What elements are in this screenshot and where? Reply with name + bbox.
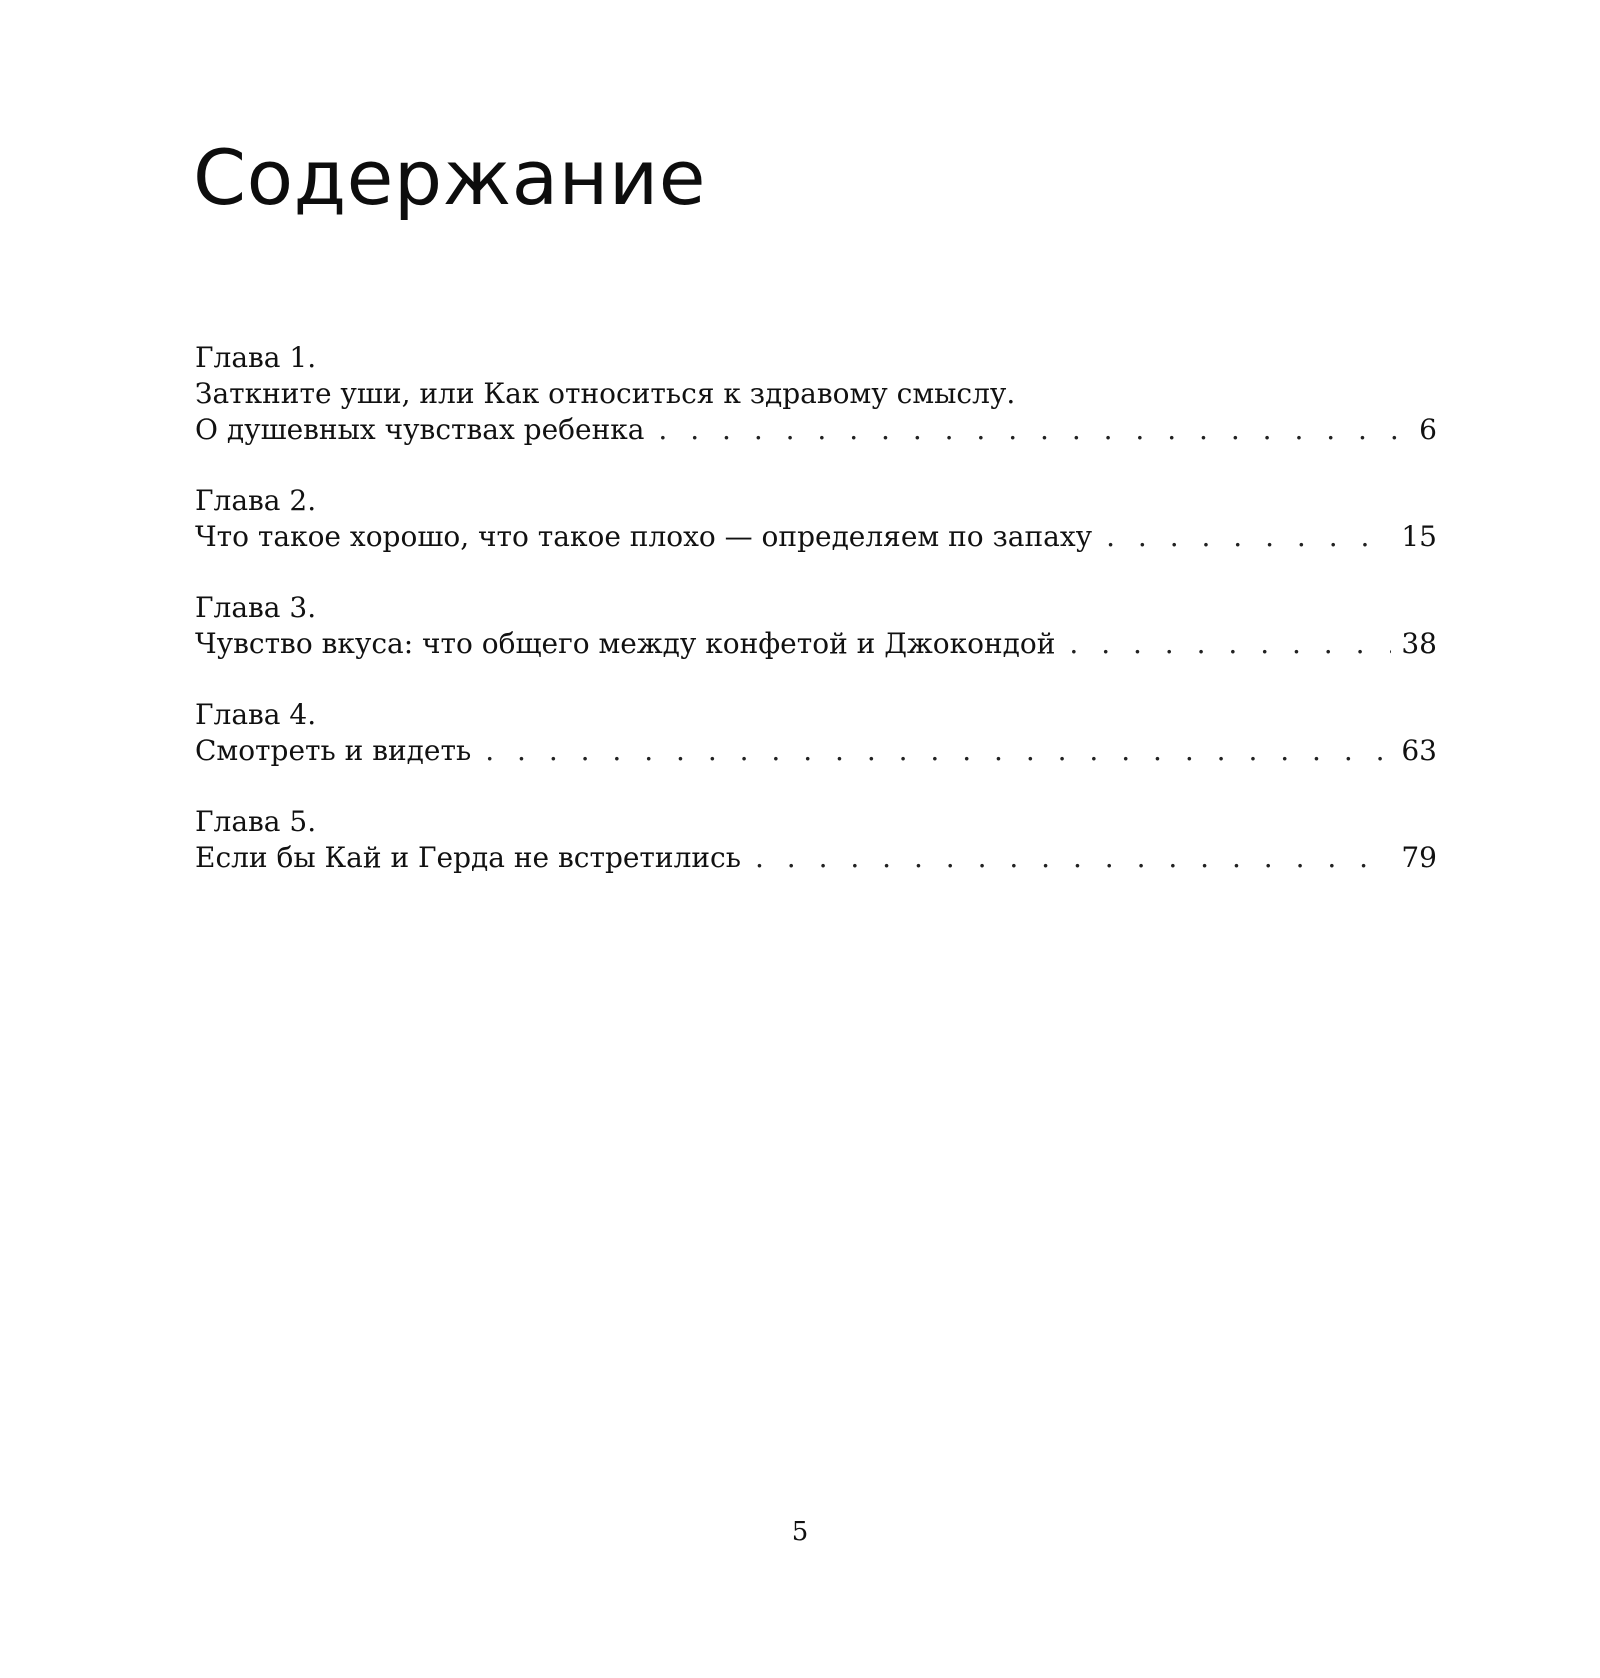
chapter-title-last-line[interactable] <box>195 733 1437 769</box>
chapter-title-last-line[interactable] <box>195 519 1437 555</box>
chapter-title-text: Если бы Кай и Герда не встретились <box>195 841 741 874</box>
toc-entry-chapter-2 <box>195 483 1437 555</box>
chapter-title-text: Смотреть и видеть <box>195 734 472 767</box>
chapter-title-text: О душевных чувствах ребенка <box>195 413 645 446</box>
page-number-footer: 5 <box>791 1517 809 1547</box>
chapter-title-text: Что такое хорошо, что такое плохо — определяем по запаху <box>195 520 1093 553</box>
toc-entry-chapter-5 <box>195 804 1437 876</box>
toc-entry-chapter-4 <box>195 697 1437 769</box>
dot-leader <box>485 733 1391 769</box>
chapter-label: Глава 1. <box>195 341 317 374</box>
chapter-title-text: Чувство вкуса: что общего между конфетой и Джокондой <box>195 627 1056 660</box>
page-title: Содержание <box>193 133 706 222</box>
toc-entry-chapter-1 <box>195 340 1437 448</box>
chapter-title-line: Заткните уши, или Как относиться к здравому смыслу. <box>195 377 1016 410</box>
chapter-page-number: 38 <box>1401 627 1437 660</box>
chapter-label: Глава 4. <box>195 698 317 731</box>
chapter-title-last-line[interactable] <box>195 840 1437 876</box>
table-of-contents <box>195 340 1437 911</box>
toc-entry-chapter-3 <box>195 590 1437 662</box>
chapter-label: Глава 3. <box>195 591 317 624</box>
chapter-page-number: 6 <box>1419 413 1437 446</box>
chapter-title-last-line[interactable] <box>195 412 1437 448</box>
chapter-label: Глава 2. <box>195 484 317 517</box>
chapter-page-number: 15 <box>1401 520 1437 553</box>
chapter-title-last-line[interactable] <box>195 626 1437 662</box>
chapter-label: Глава 5. <box>195 805 317 838</box>
dot-leader <box>1106 519 1391 555</box>
dot-leader <box>658 412 1401 448</box>
dot-leader <box>1069 626 1391 662</box>
chapter-page-number: 63 <box>1401 734 1437 767</box>
chapter-page-number: 79 <box>1401 841 1437 874</box>
dot-leader <box>755 840 1391 876</box>
